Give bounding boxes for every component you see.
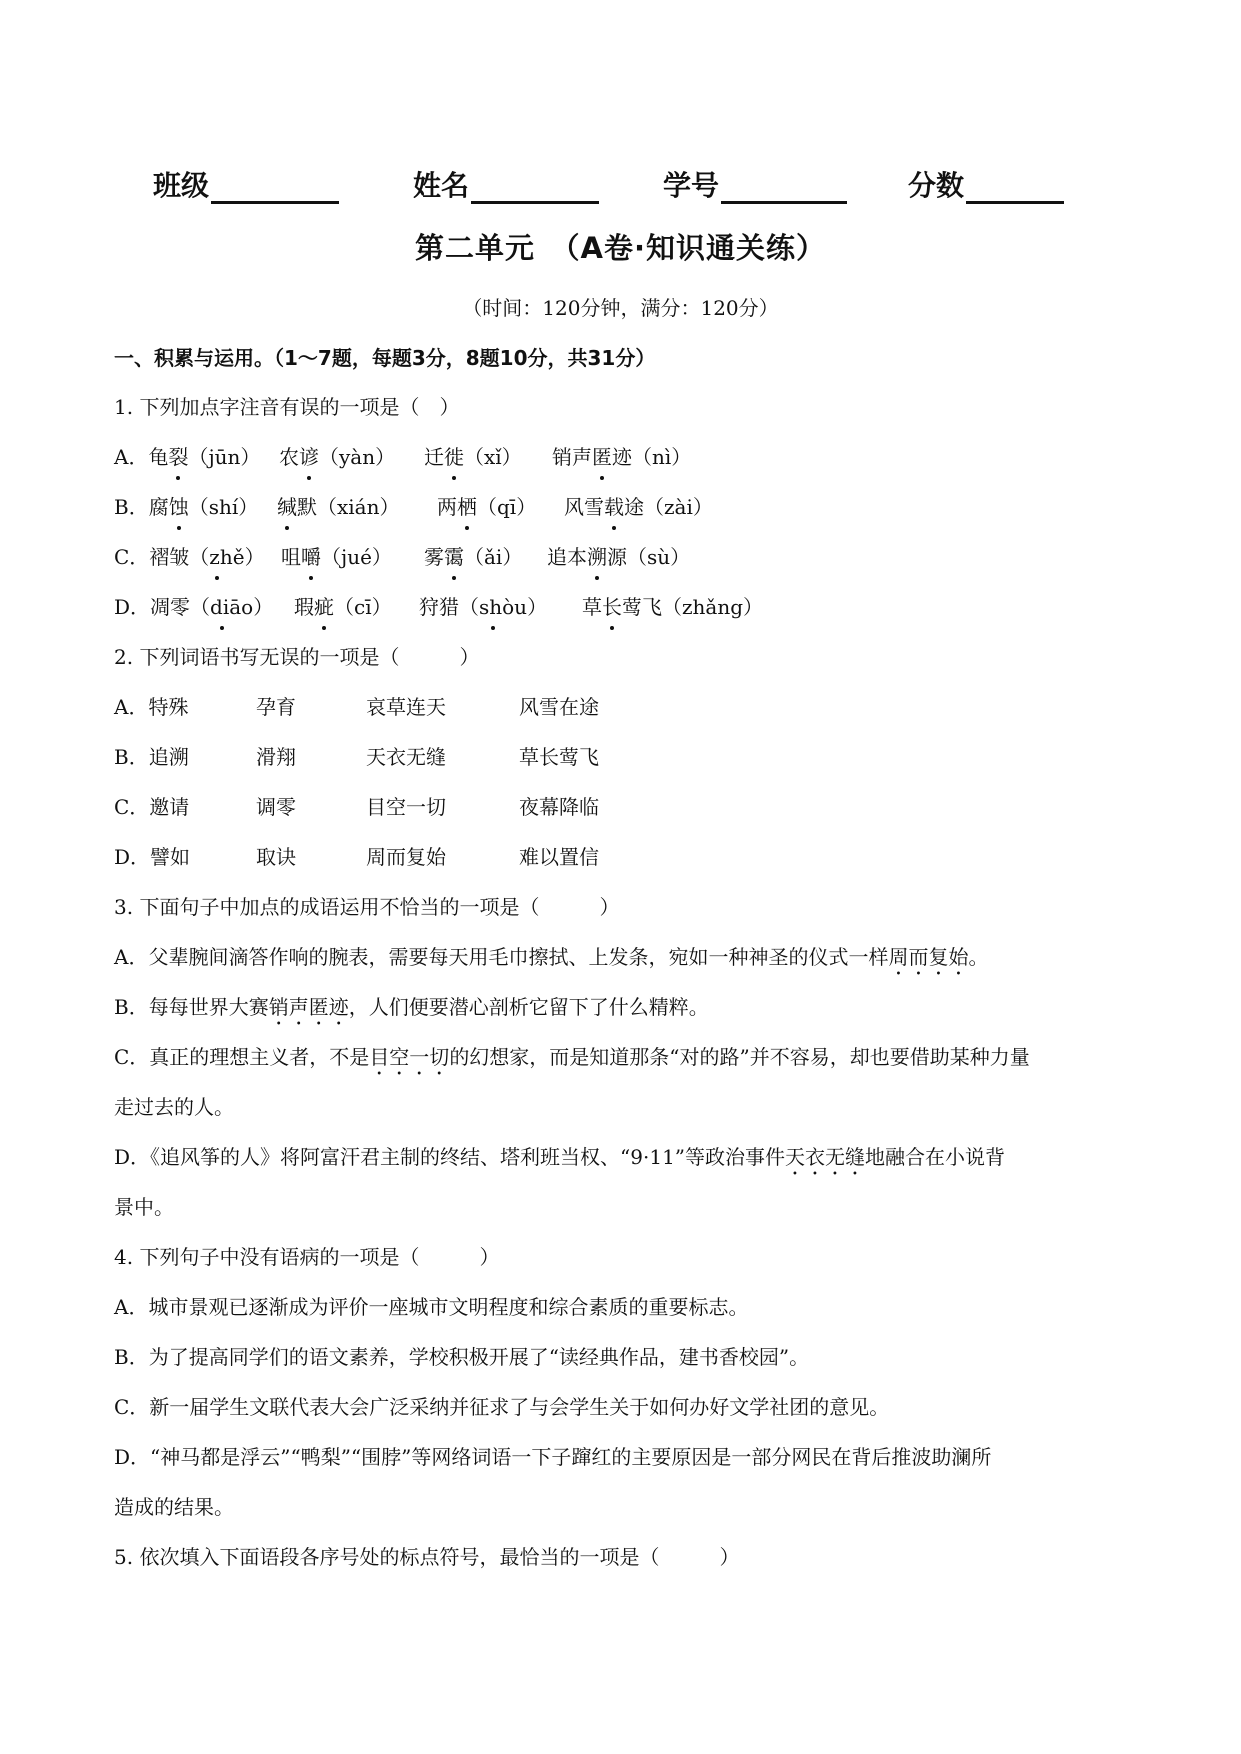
name-field — [413, 160, 599, 204]
name-blank[interactable] — [471, 167, 599, 204]
class-label: 班级 — [153, 169, 210, 202]
exam-page: 班级 姓名 学号 分数 第二单元 （A卷·知识通关练） （时间：120分钟，满分：120分） 一、积累与运用。（1～7题，每题3分，8题10分，共31分） 1. 下列加点字注音有误的一项是（ ） A．龟裂（jūn） 农谚（yàn） 迁徙（xǐ） 销声匿迹（nì） B．腐蚀（shí） 缄默（xián） 两栖（qī） 风雪载途（zài） C．褶皱（zhě） 咀嚼（jué） 雾霭（ǎi） 追本溯源（sù） D．凋零（diāo） 瑕疵（cī） 狩猎（shòu） 草长莺飞（zhǎng） 2. 下列词语书写无误的一项是（ ） A．特殊 孕育 哀草连天 风雪在途 B．追溯 滑翔 天衣无缝 草长莺飞 C．邀请 调零 目空一切 夜幕降临 D．譬如 取诀 周而复始 难以置信 3. 下面句子中加点的成语运用不恰当的一项是（ ） A．父辈腕间滴答作响的腕表，需要每天用毛巾擦拭、上发条，宛如一种神圣的仪式一样周而复始。 B．每每世界大赛销声匿迹，人们便要潜心剖析它留下了什么精粹。 C．真正的理想主义者，不是目空一切的幻想家，而是知道那条“对的路”并不容易，却也要借助某种力量 走过去的人。 D．《追风筝的人》将阿富汗君主制的终结、塔利班当权、“9·11”等政治事件天衣无缝地融合在小说背 景中。 4. 下列句子中没有语病的一项是（ ） A．城市景观已逐渐成为评价一座城市文明程度和综合素质的重要标志。 B．为了提高同学们的语文素养，学校积极开展了“读经典作品，建书香校园”。 C．新一届学生文联代表大会广泛采纳并征求了与会学生关于如何办好文学社团的意见。 D．“神马都是浮云”“鸭梨”“围脖”等网络词语一下子蹿红的主要原因是一部分网民在背后推波助澜所 造成的结果。 5. 依次填入下面语段各序号处的标点符号，最恰当的一项是（ ） — [0, 0, 1241, 1754]
id-field — [663, 160, 847, 204]
q5-stem: 5. 依次填入下面语段各序号处的标点符号，最恰当的一项是（ ） — [114, 1545, 740, 1569]
section-heading: 一、积累与运用。（1～7题，每题3分，8题10分，共31分） — [114, 346, 656, 370]
page-subtitle: （时间：120分钟，满分：120分） — [462, 296, 779, 320]
q3-option-d: D．《追风筝的人》将阿富汗君主制的终结、塔利班当权、“9·11”等政治事件天衣无缝地融合在小说背 — [114, 1145, 1006, 1169]
class-field — [153, 160, 339, 204]
score-blank[interactable] — [966, 167, 1064, 204]
q3-option-d-cont: 景中。 — [114, 1195, 174, 1219]
q3-option-c: C．真正的理想主义者，不是目空一切的幻想家，而是知道那条“对的路”并不容易，却也要借助某种力量 — [114, 1045, 1030, 1069]
student-info-line — [0, 160, 1241, 208]
q3-option-b: B．每每世界大赛销声匿迹，人们便要潜心剖析它留下了什么精粹。 — [114, 995, 709, 1019]
page-title: 第二单元 （A卷·知识通关练） — [415, 231, 826, 265]
q4-stem: 4. 下列句子中没有语病的一项是（ ） — [114, 1245, 500, 1269]
id-label: 学号 — [663, 169, 720, 202]
q3-c-idiom: 目空一切 — [369, 1045, 450, 1069]
q4-option-a: A．城市景观已逐渐成为评价一座城市文明程度和综合素质的重要标志。 — [114, 1295, 749, 1319]
q4-option-d: D．“神马都是浮云”“鸭梨”“围脖”等网络词语一下子蹿红的主要原因是一部分网民在背后推波助澜所 — [114, 1445, 992, 1469]
q3-stem: 3. 下面句子中加点的成语运用不恰当的一项是（ ） — [114, 895, 620, 919]
q3-a-idiom: 周而复始 — [888, 945, 969, 969]
q2-stem: 2. 下列词语书写无误的一项是（ ） — [114, 645, 480, 669]
q4-option-c: C．新一届学生文联代表大会广泛采纳并征求了与会学生关于如何办好文学社团的意见。 — [114, 1395, 890, 1419]
q1-stem: 1. 下列加点字注音有误的一项是（ ） — [114, 395, 460, 419]
score-field — [908, 160, 1064, 204]
q3-option-a: A．父辈腕间滴答作响的腕表，需要每天用毛巾擦拭、上发条，宛如一种神圣的仪式一样周而复始。 — [114, 945, 989, 969]
q4-option-d-cont: 造成的结果。 — [114, 1495, 234, 1519]
q4-option-b: B．为了提高同学们的语文素养，学校积极开展了“读经典作品，建书香校园”。 — [114, 1345, 810, 1369]
q3-option-c-cont: 走过去的人。 — [114, 1095, 234, 1119]
q3-d-idiom: 天衣无缝 — [785, 1145, 866, 1169]
name-label: 姓名 — [413, 169, 470, 202]
score-label: 分数 — [908, 169, 965, 202]
q3-b-idiom: 销声匿迹 — [268, 995, 349, 1019]
class-blank[interactable] — [211, 167, 339, 204]
id-blank[interactable] — [721, 167, 847, 204]
